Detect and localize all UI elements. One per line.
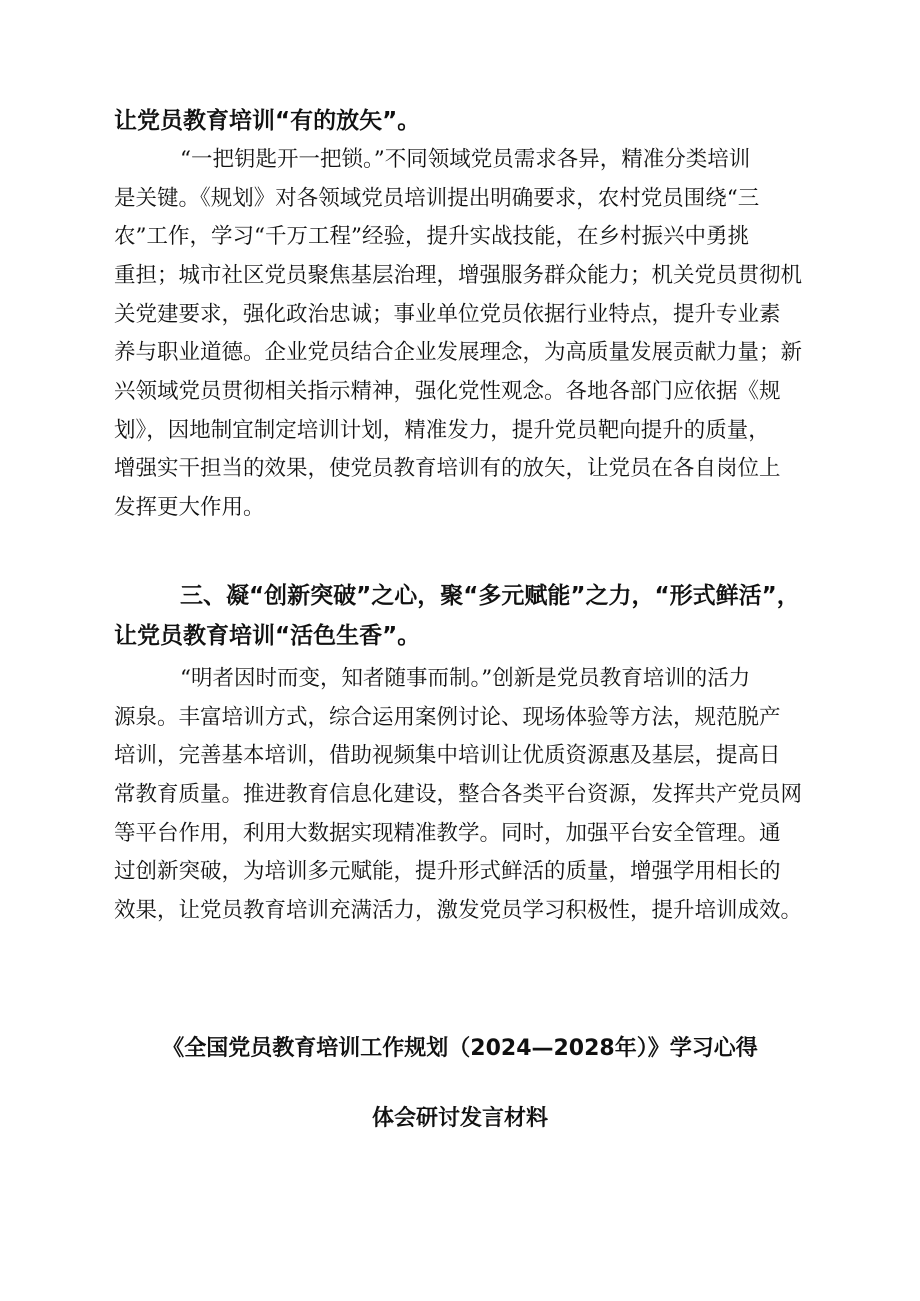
paragraph-line: “明者因时而变，知者随事而制。”创新是党员教育培训的活力 [180,666,751,691]
heading-line: 让党员教育培训“活色生香”。 [114,623,421,649]
paragraph-line: 是关键。《规划》对各领域党员培训提出明确要求，农村党员围绕“三 [114,186,760,211]
paragraph-line: 兴领域党员贯彻相关指示精神，强化党性观念。各地各部门应依据《规 [114,379,781,404]
heading-line: 三、凝“创新突破”之心，聚“多元赋能”之力，“形式鲜活”， [180,583,800,609]
paragraph-line: 重担；城市社区党员聚焦基层治理，增强服务群众能力；机关党员贯彻机 [114,263,803,288]
paragraph-line: 农”工作，学习“千万工程”经验，提升实战技能，在乡村振兴中勇挑 [114,224,749,249]
paragraph-line: 源泉。丰富培训方式，综合运用案例讨论、现场体验等方法，规范脱产 [114,705,781,730]
title-line: 《全国党员教育培训工作规划（2024—2028年）》学习心得 [162,1036,758,1061]
paragraph-line: 发挥更大作用。 [114,495,265,520]
paragraph-line: 养与职业道德。企业党员结合企业发展理念，为高质量发展贡献力量；新 [114,340,803,365]
paragraph-line: 增强实干担当的效果，使党员教育培训有的放矢，让党员在各自岗位上 [114,456,781,481]
paragraph-line: 关党建要求，强化政治忠诚；事业单位党员依据行业特点，提升专业素 [114,302,781,327]
paragraph-line: 划》，因地制宜制定培训计划，精准发力，提升党员靶向提升的质量， [114,418,770,443]
section2-heading-tail: 让党员教育培训“有的放矢”。 [114,108,421,134]
paragraph-line: 过创新突破，为培训多元赋能，提升形式鲜活的质量，增强学用相长的 [114,859,781,884]
paragraph-line: 等平台作用，利用大数据实现精准教学。同时，加强平台安全管理。通 [114,821,781,846]
title-line: 体会研讨发言材料 [371,1106,548,1131]
paragraph-line: “一把钥匙开一把锁。”不同领域党员需求各异，精准分类培训 [180,147,751,172]
paragraph-line: 常教育质量。推进教育信息化建设，整合各类平台资源，发挥共产党员网 [114,782,803,807]
paragraph-line: 培训，完善基本培训，借助视频集中培训让优质资源惠及基层，提高日 [114,743,781,768]
paragraph-line: 效果，让党员教育培训充满活力，激发党员学习积极性，提升培训成效。 [114,898,803,923]
